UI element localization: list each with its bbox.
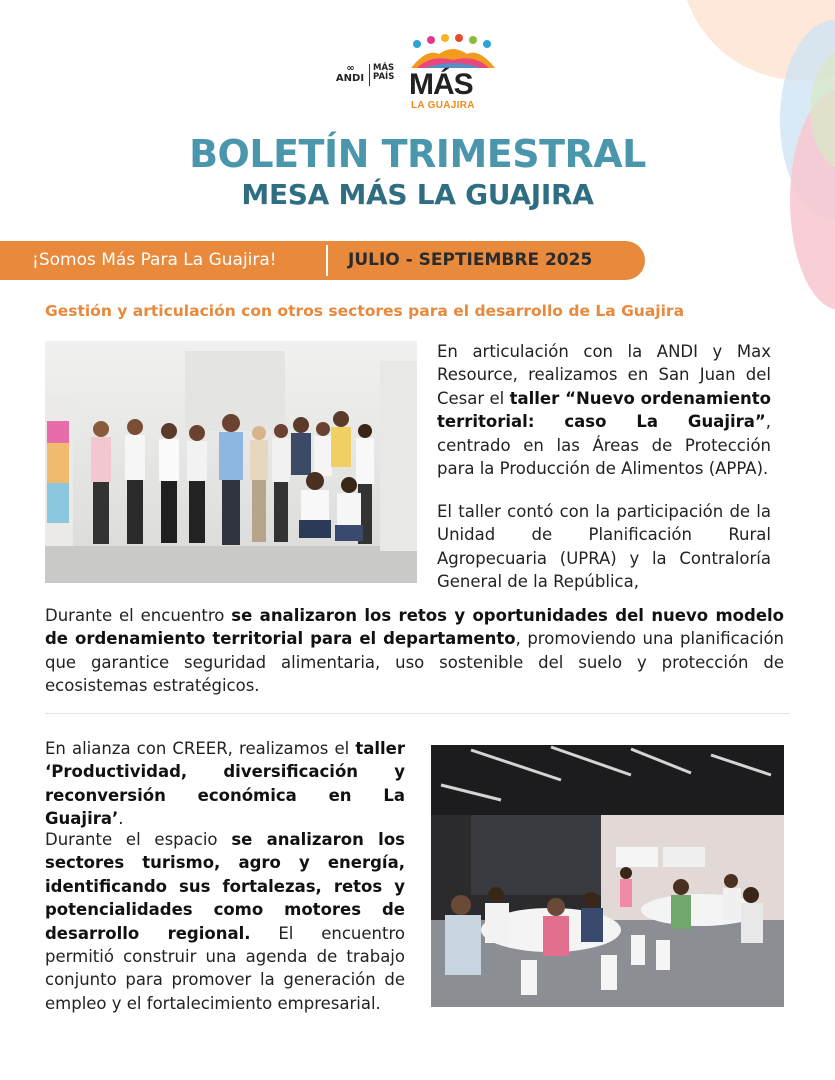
group-photo [45,341,417,583]
page-title: BOLETÍN TRIMESTRAL [189,132,646,176]
slogan-banner [0,241,645,280]
section-divider [45,713,790,714]
banner-period: JULIO - SEPTIEMBRE 2025 [348,250,593,270]
mas-pais-logo: MÁS PAÍS [373,63,395,82]
logos-group [335,34,505,114]
banner-divider [326,245,328,276]
section-heading: Gestión y articulación con otros sectores para el desarrollo de La Guajira [45,302,685,320]
banner-slogan: ¡Somos Más Para La Guajira! [32,250,277,270]
la-guajira-logo-text: LA GUAJIRA [411,100,475,111]
article1-participants: El taller contó con la participación de la Unidad de Planificación Rural Agropecuaria (UPRA) y la Contraloría General de la República, [437,502,771,592]
page-subtitle: MESA MÁS LA GUAJIRA [241,178,594,211]
logo-divider [369,64,370,86]
andi-mark-icon: ∞ [346,63,354,74]
andi-logo: ∞ ANDI [335,63,365,84]
workshop-photo [431,745,784,1007]
article2-intro: En alianza con CREER, realizamos el taller ‘Productividad, diversificación y reconversión económica en La Guajira’. [45,739,405,829]
article1-intro: En articulación con la ANDI y Max Resource, realizamos en San Juan del Cesar el taller “Nuevo ordenamiento territorial: caso La Guajira”, centrado en las Áreas de Protección para la Producción de Alimentos (APPA). [437,342,771,479]
article2-body: Durante el espacio se analizaron los sectores turismo, agro y energía, identificando sus fortalezas, retos y potencialidades como motores de desarrollo regional. El encuentro permitió construir una agenda de trabajo conjunto para promover la generación de empleo y el fortalecimiento empresarial. [45,830,405,1013]
mas-logo-text: MÁS [409,68,473,101]
article1-summary: Durante el encuentro se analizaron los retos y oportunidades del nuevo modelo de ordenamiento territorial para el departamento, promoviendo una planificación que garantice seguridad alimentaria, uso sostenible del suelo y protección de ecosistemas estratégicos. [45,606,784,696]
